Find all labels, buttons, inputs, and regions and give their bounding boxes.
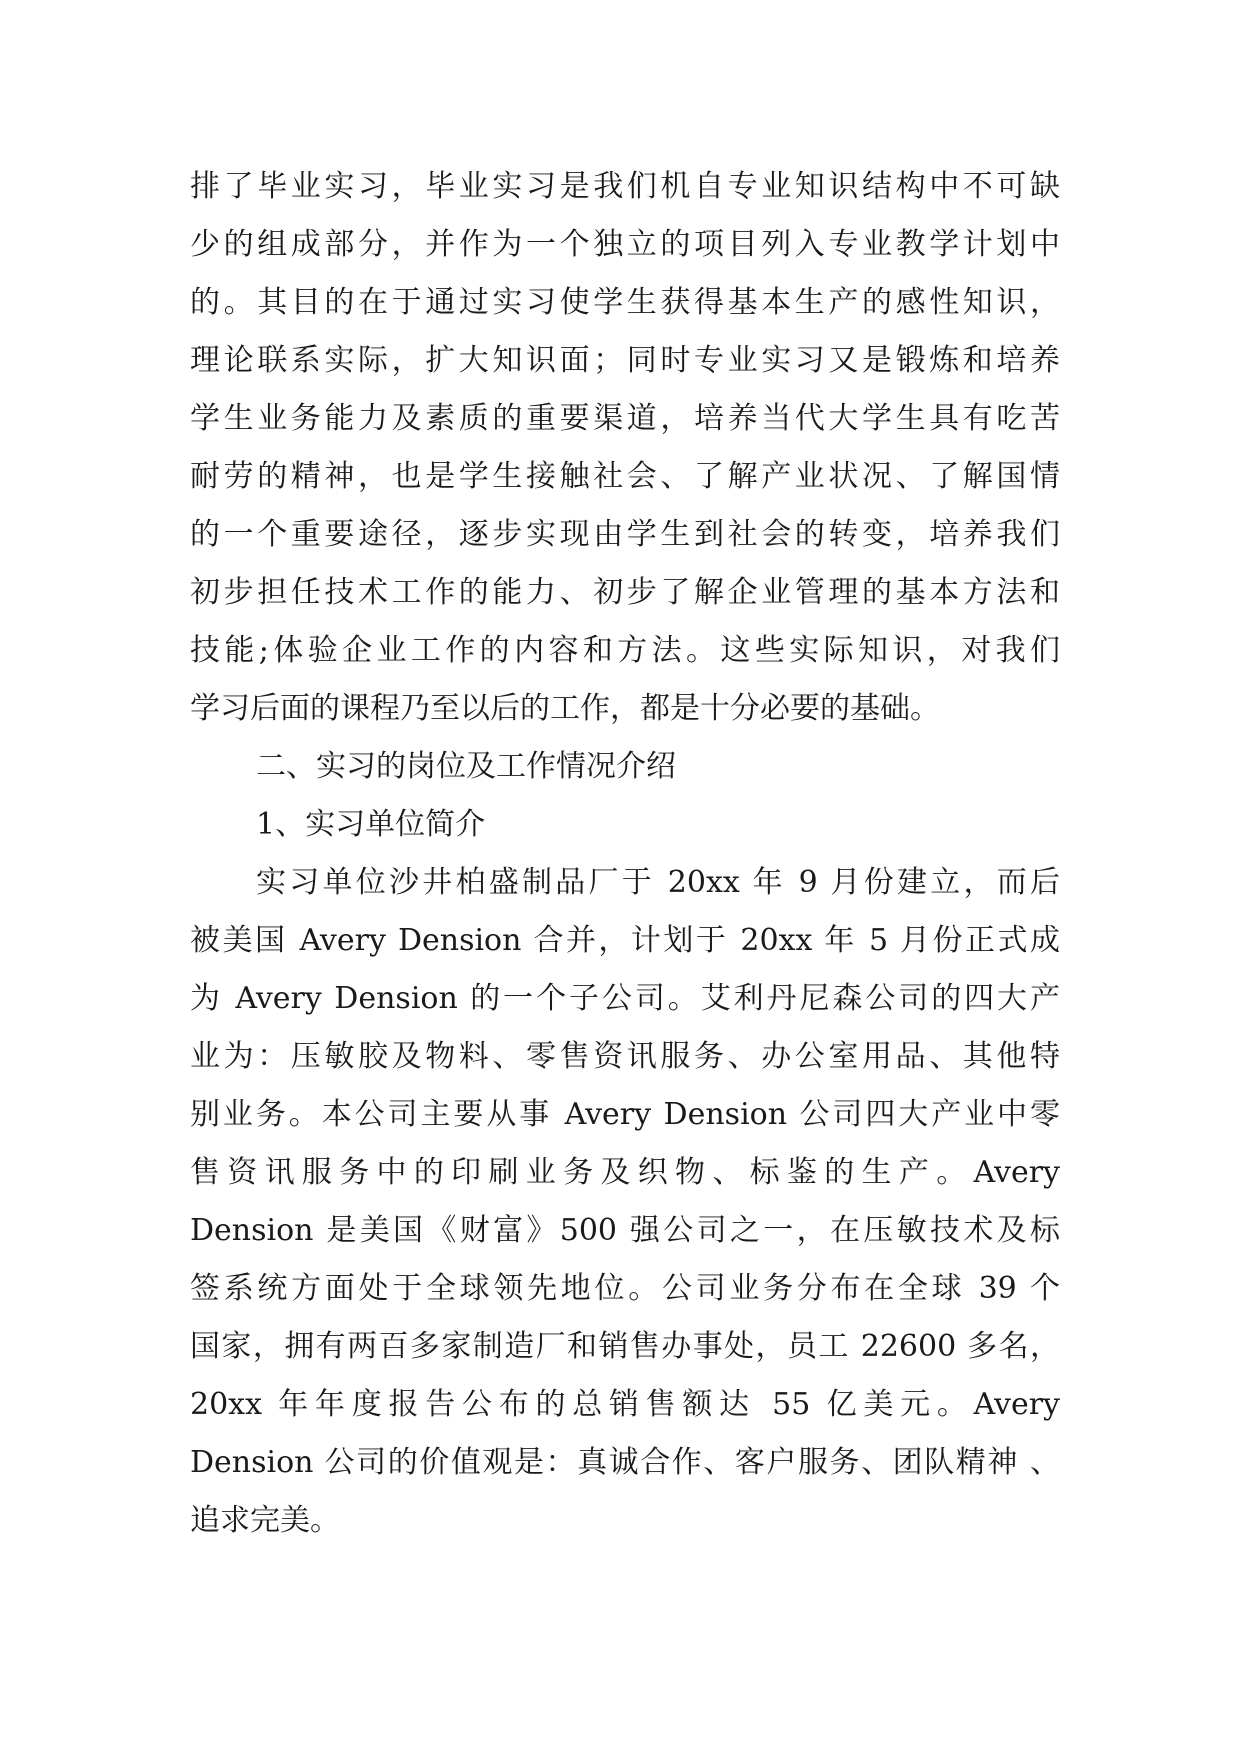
text-line: 理论联系实际，扩大知识面；同时专业实习又是锻炼和培养	[190, 343, 1060, 378]
text-line: 耐劳的精神，也是学生接触社会、了解产业状况、了解国情	[190, 459, 1060, 494]
text-line: 为 Avery Dension 的一个子公司。艾利丹尼森公司的四大产	[190, 981, 1060, 1016]
text-line: 技能;体验企业工作的内容和方法。这些实际知识，对我们	[190, 633, 1060, 668]
text-line: 少的组成部分，并作为一个独立的项目列入专业教学计划中	[190, 227, 1060, 262]
text-line: 排了毕业实习，毕业实习是我们机自专业知识结构中不可缺	[190, 169, 1060, 204]
text-line: Dension 公司的价值观是：真诚合作、客户服务、团队精神 、	[190, 1445, 1060, 1480]
text-line: 实习单位沙井柏盛制品厂于 20xx 年 9 月份建立，而后	[256, 865, 1060, 900]
subsection-heading: 1、实习单位简介	[256, 807, 486, 842]
text-line: 别业务。本公司主要从事 Avery Dension 公司四大产业中零	[190, 1097, 1060, 1132]
text-line: 的一个重要途径，逐步实现由学生到社会的转变，培养我们	[190, 517, 1060, 552]
section-heading: 二、实习的岗位及工作情况介绍	[256, 749, 676, 784]
text-line: 初步担任技术工作的能力、初步了解企业管理的基本方法和	[190, 575, 1060, 610]
document-body	[190, 158, 1060, 1550]
paragraph-purpose	[190, 158, 1060, 738]
text-line: 业为：压敏胶及物料、零售资讯服务、办公室用品、其他特	[190, 1039, 1060, 1074]
text-line: 售资讯服务中的印刷业务及织物、标鉴的生产。Avery	[190, 1155, 1060, 1190]
text-line: 的。其目的在于通过实习使学生获得基本生产的感性知识，	[190, 285, 1060, 320]
text-line: 签系统方面处于全球领先地位。公司业务分布在全球 39 个	[190, 1271, 1060, 1306]
text-line: 国家，拥有两百多家制造厂和销售办事处，员工 22600 多名，	[190, 1329, 1060, 1364]
text-line: 被美国 Avery Dension 合并，计划于 20xx 年 5 月份正式成	[190, 923, 1060, 958]
text-line: Dension 是美国《财富》500 强公司之一，在压敏技术及标	[190, 1213, 1060, 1248]
text-line: 学生业务能力及素质的重要渠道，培养当代大学生具有吃苦	[190, 401, 1060, 436]
text-line: 学习后面的课程乃至以后的工作，都是十分必要的基础。	[190, 691, 940, 726]
text-line: 追求完美。	[190, 1503, 340, 1538]
text-line: 20xx 年年度报告公布的总销售额达 55 亿美元。Avery	[190, 1387, 1060, 1422]
paragraph-company-intro	[190, 854, 1060, 1550]
